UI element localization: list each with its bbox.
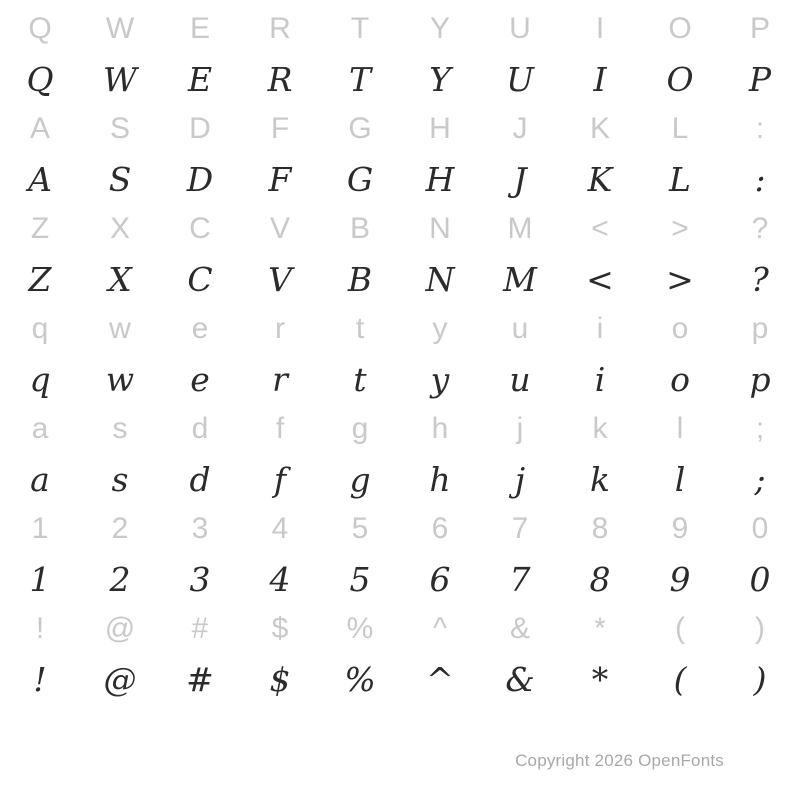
key-char-cell: a [31,412,49,445]
key-char-cell: W [105,12,135,45]
glyph-char-cell: r [272,359,288,399]
key-char-cell: t [355,312,365,345]
key-char-cell: @ [104,612,136,645]
glyph-char-cell: R [267,59,293,99]
glyph-char-cell: f [273,459,287,499]
key-char-cell: d [191,412,209,445]
keyboard-row-5-glyphs [0,454,800,504]
key-char-cell: ? [751,212,769,245]
glyph-char-cell: I [593,59,607,99]
key-char-cell: O [668,12,692,45]
glyph-char-cell: X [108,259,132,299]
glyph-char-cell: t [353,359,367,399]
glyph-char-cell: ! [33,659,47,699]
key-char-cell: A [29,112,50,145]
key-char-cell: * [594,612,606,645]
key-char-cell: B [349,212,370,245]
glyph-char-cell: Z [28,259,52,299]
glyph-char-cell: ) [753,659,767,699]
key-char-cell: P [749,12,770,45]
key-char-cell: R [269,12,291,45]
glyph-char-cell: < [586,259,614,299]
key-char-cell: 2 [111,512,129,545]
key-char-cell: 4 [271,512,289,545]
key-char-cell: q [31,312,49,345]
key-char-cell: E [189,12,210,45]
key-char-cell: j [516,412,524,445]
key-char-cell: 5 [351,512,369,545]
key-char-cell: G [348,112,372,145]
key-char-cell: ; [755,412,765,445]
key-char-cell: U [509,12,531,45]
glyph-char-cell: & [505,659,535,699]
glyph-char-cell: 4 [269,559,291,599]
glyph-char-cell: A [28,159,52,199]
key-char-cell: ^ [432,612,448,645]
key-char-cell: # [191,612,209,645]
key-char-cell: % [346,612,374,645]
key-char-cell: g [351,412,369,445]
key-char-cell: 0 [751,512,769,545]
glyph-char-cell: L [669,159,691,199]
glyph-char-cell: w [105,359,135,399]
glyph-char-cell: @ [103,659,137,699]
key-char-cell: Y [429,12,450,45]
glyph-char-cell: D [186,159,214,199]
glyph-char-cell: o [670,359,690,399]
glyph-char-cell: B [347,259,373,299]
key-char-cell: u [511,312,529,345]
glyph-char-cell: a [30,459,50,499]
keyboard-row-6-glyphs [0,554,800,604]
keyboard-row-1-glyphs [0,54,800,104]
key-char-cell: K [589,112,610,145]
glyph-char-cell: l [674,459,686,499]
glyph-char-cell: $ [269,659,291,699]
glyph-char-cell: u [509,359,531,399]
glyph-char-cell: S [108,159,132,199]
glyph-char-cell: O [666,59,694,99]
key-char-cell: f [275,412,285,445]
keyboard-row-3-glyphs [0,254,800,304]
key-char-cell: w [109,312,131,345]
glyph-char-cell: H [425,159,455,199]
glyph-char-cell: P [748,59,772,99]
glyph-char-cell: j [514,459,526,499]
key-char-cell: H [429,112,451,145]
key-char-cell: $ [271,612,289,645]
key-char-cell: Q [28,12,52,45]
glyph-char-cell: V [268,259,292,299]
keyboard-row-2-glyphs [0,154,800,204]
key-char-cell: 3 [191,512,209,545]
key-char-cell: M [507,212,533,245]
keyboard-row-7-glyphs [0,654,800,704]
keyboard-row-7-keys [0,604,800,654]
key-char-cell: 6 [431,512,449,545]
key-char-cell: > [671,212,689,245]
key-char-cell: 8 [591,512,609,545]
key-char-cell: L [671,112,689,145]
keyboard-row-5-keys [0,404,800,454]
glyph-char-cell: q [29,359,51,399]
key-char-cell: & [509,612,530,645]
key-char-cell: y [432,312,448,345]
glyph-char-cell: 8 [589,559,611,599]
key-char-cell: F [270,112,290,145]
glyph-char-cell: Y [429,59,451,99]
key-char-cell: e [191,312,209,345]
copyright-notice: Copyright 2026 OpenFonts [515,751,724,770]
key-char-cell: S [109,112,130,145]
key-char-cell: V [269,212,290,245]
glyph-char-cell: ^ [426,659,454,699]
key-char-cell: ) [755,612,765,645]
glyph-char-cell: T [348,59,371,99]
glyph-char-cell: ( [673,659,687,699]
glyph-char-cell: % [344,659,376,699]
keyboard-row-6-keys [0,504,800,554]
glyph-char-cell: : [754,159,766,199]
glyph-char-cell: 9 [669,559,691,599]
keyboard-row-2-keys [0,104,800,154]
glyph-char-cell: d [189,459,211,499]
key-char-cell: I [595,12,605,45]
glyph-char-cell: E [187,59,213,99]
key-char-cell: l [676,412,684,445]
glyph-char-cell: i [594,359,606,399]
glyph-char-cell: h [429,459,451,499]
glyph-char-cell: > [666,259,694,299]
glyph-char-cell: W [103,59,137,99]
glyph-char-cell: K [587,159,613,199]
glyph-char-cell: ? [751,259,769,299]
glyph-char-cell: ; [754,459,766,499]
key-char-cell: s [112,412,128,445]
glyph-char-cell: # [186,659,214,699]
key-char-cell: T [350,12,370,45]
key-char-cell: r [275,312,285,345]
glyph-char-cell: J [513,159,527,199]
key-char-cell: 7 [511,512,529,545]
glyph-char-cell: F [268,159,292,199]
glyph-char-cell: g [349,459,371,499]
key-char-cell: X [109,212,130,245]
glyph-char-cell: s [111,459,129,499]
glyph-char-cell: 6 [429,559,451,599]
glyph-char-cell: 2 [109,559,131,599]
glyph-char-cell: y [430,359,450,399]
key-char-cell: ! [35,612,45,645]
glyph-char-cell: N [425,259,455,299]
glyph-char-cell: U [506,59,534,99]
key-char-cell: p [751,312,769,345]
glyph-char-cell: 5 [349,559,371,599]
glyph-char-cell: e [190,359,210,399]
key-char-cell: o [671,312,689,345]
glyph-char-cell: 3 [189,559,211,599]
key-char-cell: D [189,112,211,145]
key-char-cell: h [431,412,449,445]
keyboard-row-4-glyphs [0,354,800,404]
glyph-char-cell: C [187,259,213,299]
key-char-cell: Z [30,212,50,245]
glyph-char-cell: 7 [509,559,531,599]
key-char-cell: N [429,212,451,245]
key-char-cell: i [596,312,604,345]
keyboard-row-4-keys [0,304,800,354]
glyph-char-cell: 1 [29,559,51,599]
glyph-char-cell: k [590,459,610,499]
glyph-char-cell: M [503,259,537,299]
key-char-cell: 1 [31,512,49,545]
glyph-char-cell: Q [26,59,54,99]
key-char-cell: 9 [671,512,689,545]
key-char-cell: k [592,412,608,445]
key-char-cell: < [591,212,609,245]
key-char-cell: J [512,112,528,145]
keyboard-row-1-keys [0,4,800,54]
glyph-char-cell: * [591,659,609,699]
glyph-char-cell: 0 [749,559,771,599]
keyboard-row-3-keys [0,204,800,254]
key-char-cell: C [189,212,211,245]
glyph-char-cell: p [749,359,771,399]
key-char-cell: : [755,112,765,145]
glyph-char-cell: G [346,159,374,199]
key-char-cell: ( [675,612,685,645]
